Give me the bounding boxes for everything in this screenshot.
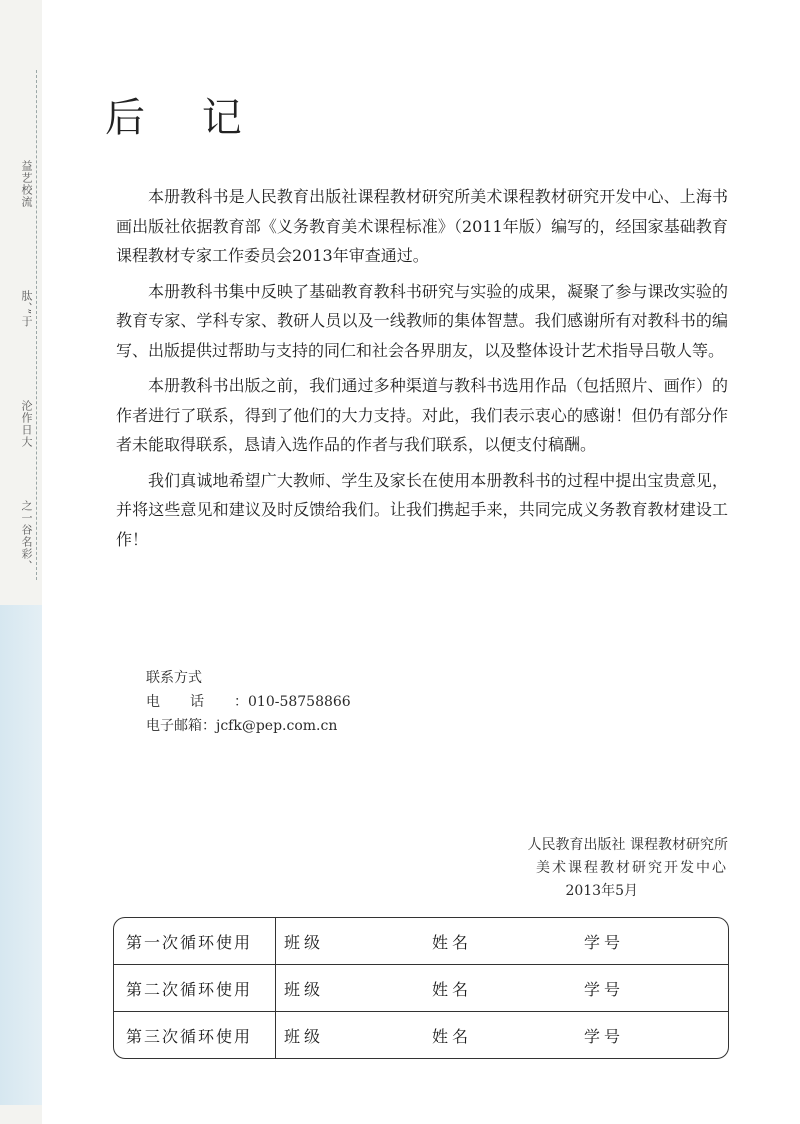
margin-fragment: 益艺校流	[20, 160, 33, 208]
signoff-publisher: 人民教育出版社 课程教材研究所	[527, 837, 728, 853]
contact-block	[146, 666, 351, 738]
contact-email-row	[146, 714, 351, 738]
contact-phone-row	[146, 690, 351, 714]
signoff-block	[528, 834, 728, 903]
afterword-body	[116, 182, 728, 560]
usage-record-table	[113, 917, 729, 1059]
contact-heading: 联系方式	[146, 670, 202, 686]
cycle-label: 第一次循环使用	[114, 918, 276, 964]
table-row	[114, 1012, 728, 1059]
table-row	[114, 918, 728, 965]
signoff-center: 美术课程教材研究开发中心	[536, 860, 728, 876]
student-id-label: 学号	[584, 932, 625, 952]
class-label: 班级	[284, 979, 325, 999]
name-label: 姓名	[432, 979, 473, 999]
phone-label: 电话	[146, 694, 234, 710]
student-id-label: 学号	[584, 979, 625, 999]
edge-blue-band	[0, 605, 42, 1105]
cycle-label: 第三次循环使用	[114, 1012, 276, 1059]
paragraph: 本册教科书出版之前，我们通过多种渠道与教科书选用作品（包括照片、画作）的作者进行了联系，得到了他们的大力支持。对此，我们表示衷心的感谢！但仍有部分作者未能取得联系，恳请入选作品的作者与我们联系，以便支付稿酬。	[116, 376, 728, 454]
table-row	[114, 965, 728, 1012]
signoff-date: 2013年5月	[565, 883, 638, 899]
paragraph: 本册教科书是人民教育出版社课程教材研究所美术课程教材研究开发中心、上海书画出版社依据教育部《义务教育美术课程标准》（2011年版）编写的，经国家基础教育课程教材专家工作委员会2013年审查通过。	[116, 187, 728, 265]
student-id-label: 学号	[584, 1027, 625, 1046]
email-label: 电子邮箱：	[146, 718, 216, 734]
class-label: 班级	[284, 932, 325, 952]
class-label: 班级	[284, 1027, 325, 1046]
edge-dashed-line	[36, 70, 37, 580]
name-label: 姓名	[432, 1027, 473, 1046]
margin-fragment: 之一谷名彩、	[20, 500, 33, 572]
paragraph: 我们真诚地希望广大教师、学生及家长在使用本册教科书的过程中提出宝贵意见，并将这些意见和建议及时反馈给我们。让我们携起手来，共同完成义务教育教材建设工作！	[116, 470, 728, 549]
phone-number: 010-58758866	[248, 694, 351, 710]
cycle-label: 第二次循环使用	[114, 965, 276, 1011]
phone-separator: ：	[234, 694, 248, 710]
margin-fragment: 肽、”于	[20, 290, 33, 328]
paragraph: 本册教科书集中反映了基础教育教科书研究与实验的成果，凝聚了参与课改实验的教育专家、学科专家、教研人员以及一线教师的集体智慧。我们感谢所有对教科书的编写、出版提供过帮助与支持的同仁和社会各界朋友，以及整体设计艺术指导吕敬人等。	[116, 281, 728, 360]
name-label: 姓名	[432, 932, 473, 952]
margin-fragment: 沦作日大	[20, 400, 33, 448]
email-address: jcfk@pep.com.cn	[216, 718, 338, 734]
page-title: 后 记	[105, 95, 264, 141]
